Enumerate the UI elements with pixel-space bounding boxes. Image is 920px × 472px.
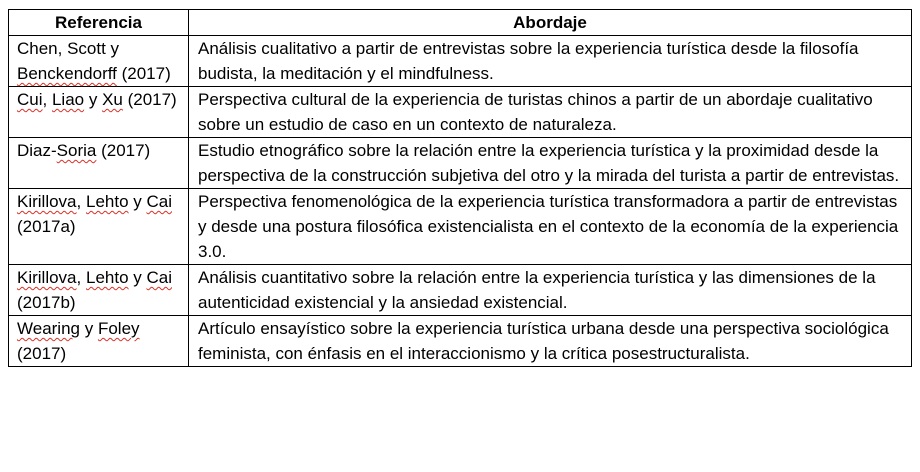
reference-text-part: Xu (102, 90, 123, 109)
reference-text-part: Benckendorff (17, 64, 117, 83)
reference-text-part: (2017) (96, 141, 151, 160)
reference-text-part: Soria (56, 141, 97, 160)
table-row (9, 87, 912, 138)
reference-text-part: (2017) (17, 344, 67, 363)
reference-cell (9, 138, 189, 189)
reference-text-part: Cai (146, 192, 172, 211)
reference-cell (9, 87, 189, 138)
table-row (9, 316, 912, 367)
reference-cell (9, 36, 189, 87)
table-body (9, 36, 912, 367)
approach-cell: Perspectiva fenomenológica de la experiencia turística transformadora a partir de entrevistas y desde una postura filosófica existencialista en el contexto de la economía de la experiencia 3.0. (189, 189, 912, 265)
reference-text-part: Lehto (85, 268, 129, 287)
approach-cell: Análisis cuantitativo sobre la relación entre la experiencia turística y las dimensiones de la autenticidad existencial y la ansiedad existencial. (189, 265, 912, 316)
table-row (9, 36, 912, 87)
reference-text-part: Wearing (17, 319, 80, 338)
reference-cell (9, 265, 189, 316)
approach-cell: Análisis cualitativo a partir de entrevistas sobre la experiencia turística desde la filosofía budista, la meditación y el mindfulness. (189, 36, 912, 87)
reference-text-part: y (84, 90, 103, 109)
reference-text-part: (2017) (116, 64, 171, 83)
reference-text-part: Kirillova (17, 192, 77, 211)
reference-text-part: Chen, Scott y (17, 39, 120, 58)
reference-text-part: Kirillova (17, 268, 77, 287)
reference-text-part: , (76, 268, 86, 287)
reference-text-part: , (76, 192, 86, 211)
reference-text-part: , (42, 90, 52, 109)
reference-text-part: Diaz- (17, 141, 57, 160)
reference-text-part: (2017b) (17, 293, 76, 312)
table-row (9, 138, 912, 189)
reference-cell (9, 316, 189, 367)
reference-text-part: Liao (51, 90, 85, 109)
reference-text-part: Cai (146, 268, 172, 287)
table-row (9, 189, 912, 265)
reference-cell (9, 189, 189, 265)
reference-text-part: Lehto (85, 192, 129, 211)
header-approach: Abordaje (189, 10, 912, 36)
reference-text-part: y (80, 319, 98, 338)
reference-text-part: (2017a) (17, 217, 76, 236)
approach-cell: Estudio etnográfico sobre la relación entre la experiencia turística y la proximidad desde la perspectiva de la construcción subjetiva del otro y la mirada del turista a partir de entrevistas. (189, 138, 912, 189)
table-row (9, 265, 912, 316)
header-row (9, 10, 912, 36)
reference-text-part: Cui (17, 90, 43, 109)
reference-text-part: y (128, 268, 147, 287)
reference-text-part: (2017) (122, 90, 177, 109)
reference-text-part: Foley (97, 319, 140, 338)
header-reference: Referencia (9, 10, 189, 36)
approach-cell: Perspectiva cultural de la experiencia de turistas chinos a partir de un abordaje cualitativo sobre un estudio de caso en un contexto de naturaleza. (189, 87, 912, 138)
references-table (8, 9, 912, 367)
reference-text-part: y (128, 192, 147, 211)
approach-cell: Artículo ensayístico sobre la experiencia turística urbana desde una perspectiva sociológica feminista, con énfasis en el interaccionismo y la crítica posestructuralista. (189, 316, 912, 367)
